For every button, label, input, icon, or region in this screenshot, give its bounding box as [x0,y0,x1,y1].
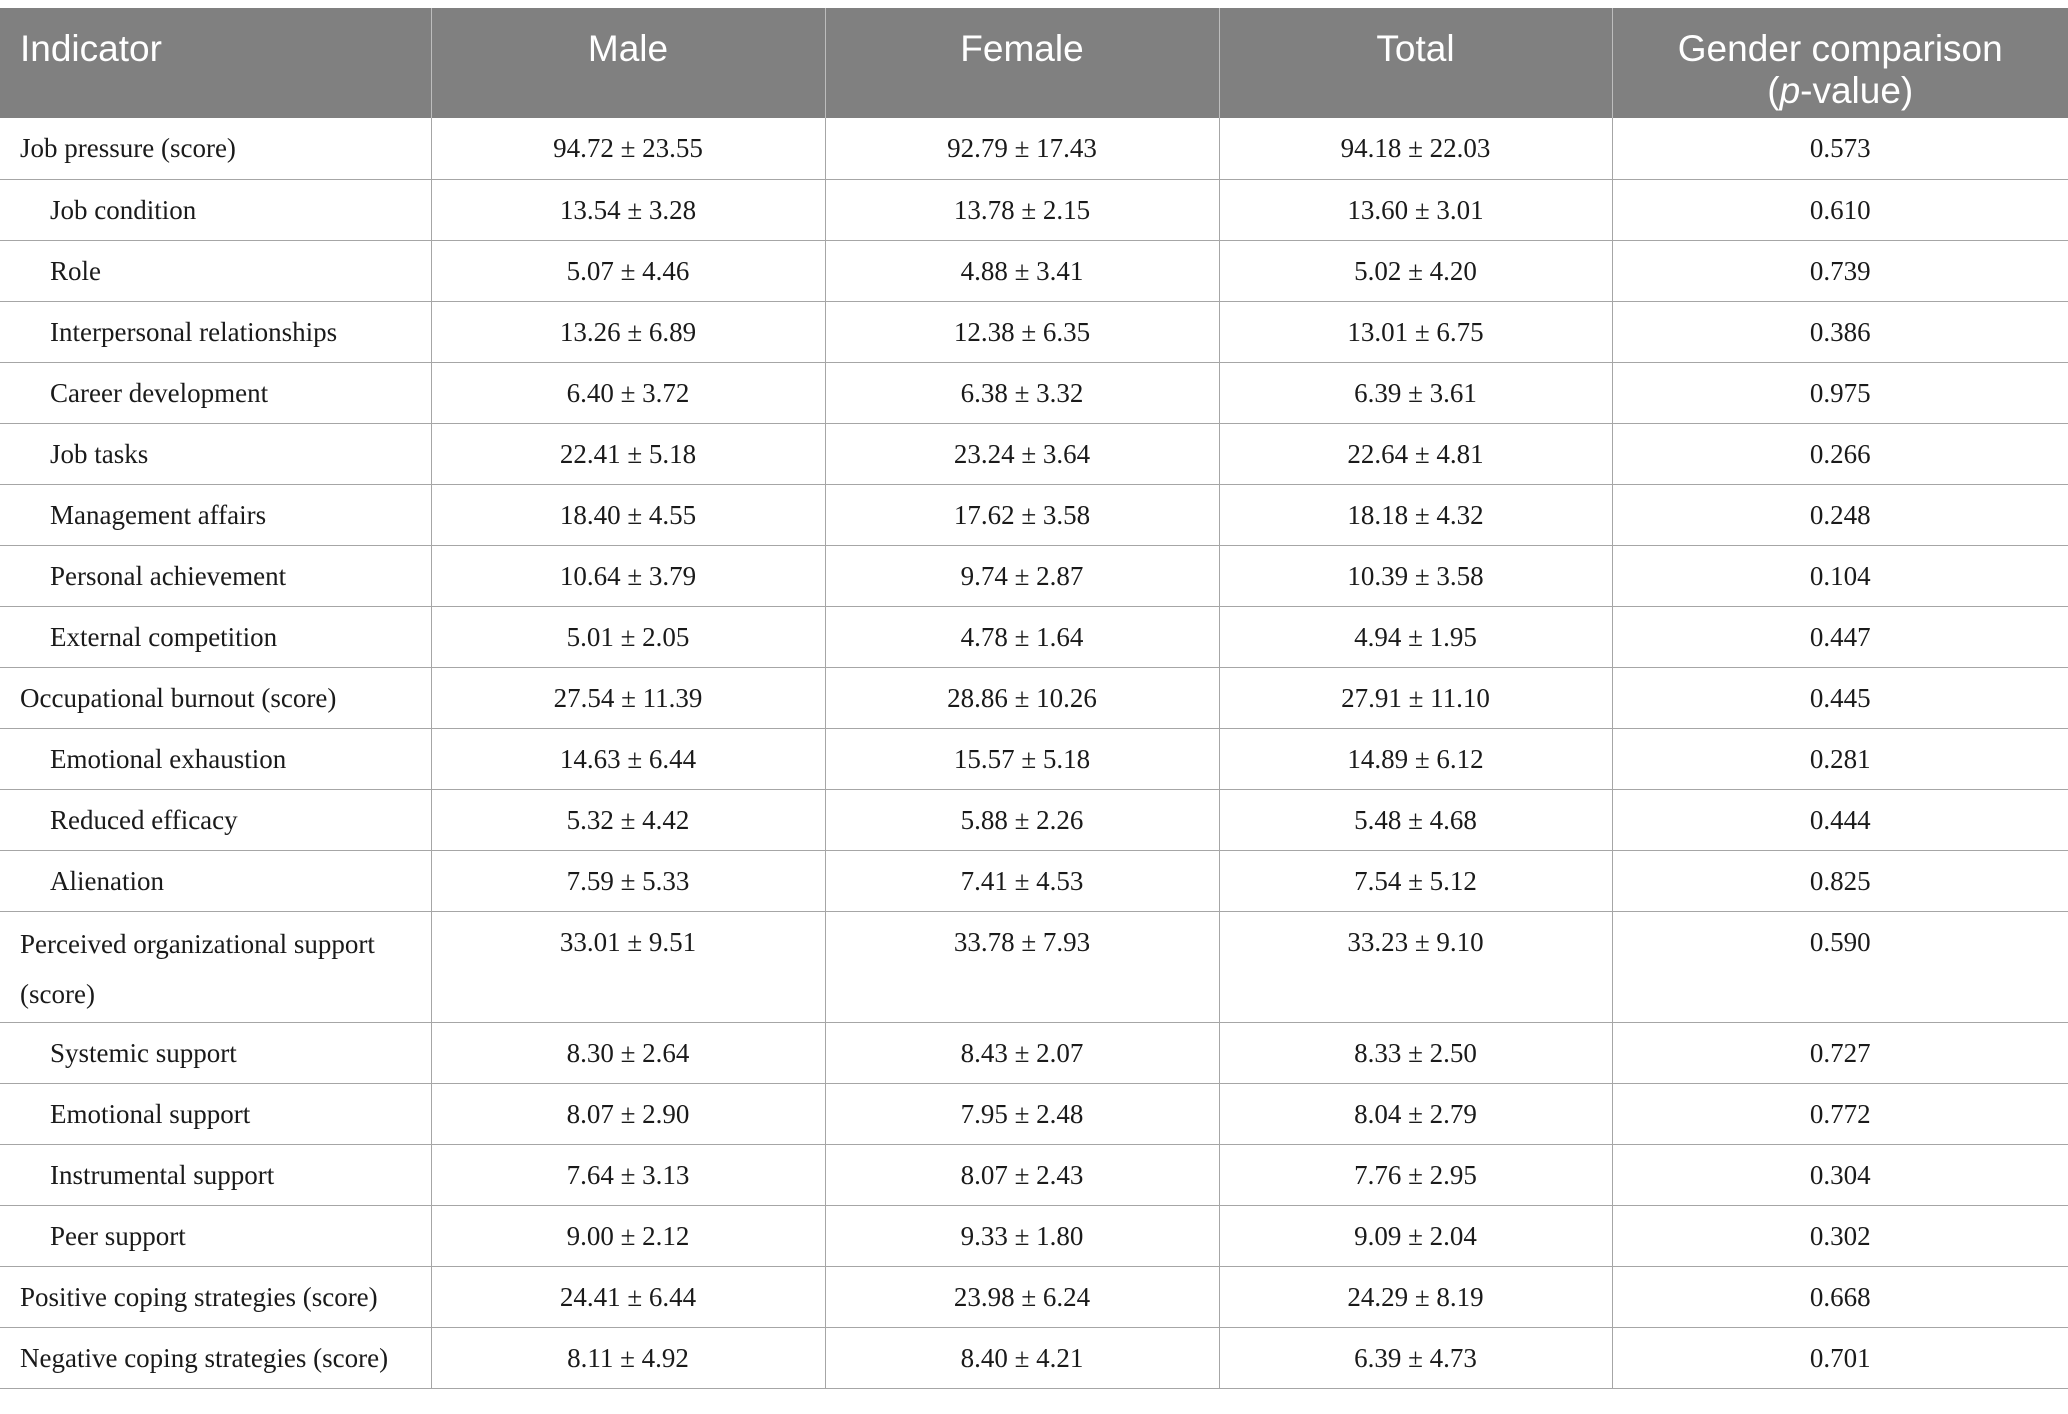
female-cell: 9.33 ± 1.80 [825,1205,1219,1266]
female-cell: 15.57 ± 5.18 [825,728,1219,789]
female-cell: 92.79 ± 17.43 [825,118,1219,179]
table-row [0,1266,2068,1327]
table-row [0,484,2068,545]
total-cell: 24.29 ± 8.19 [1219,1266,1612,1327]
male-cell: 6.40 ± 3.72 [431,362,825,423]
indicator-cell: Perceived organizational support (score) [0,911,431,1022]
female-cell: 13.78 ± 2.15 [825,179,1219,240]
p-value-cell: 0.302 [1612,1205,2068,1266]
male-cell: 8.30 ± 2.64 [431,1022,825,1083]
results-table [0,8,2068,1389]
header-gender-open: ( [1767,70,1780,111]
total-cell: 8.33 ± 2.50 [1219,1022,1612,1083]
male-cell: 13.54 ± 3.28 [431,179,825,240]
total-cell: 27.91 ± 11.10 [1219,667,1612,728]
male-cell: 14.63 ± 6.44 [431,728,825,789]
female-cell: 17.62 ± 3.58 [825,484,1219,545]
male-cell: 10.64 ± 3.79 [431,545,825,606]
p-value-cell: 0.304 [1612,1144,2068,1205]
p-value-cell: 0.590 [1612,911,2068,1022]
male-cell: 27.54 ± 11.39 [431,667,825,728]
male-cell: 5.32 ± 4.42 [431,789,825,850]
indicator-cell: Career development [0,362,431,423]
table-row [0,240,2068,301]
female-cell: 8.40 ± 4.21 [825,1327,1219,1388]
indicator-cell: Emotional support [0,1083,431,1144]
p-value-cell: 0.573 [1612,118,2068,179]
p-value-cell: 0.701 [1612,1327,2068,1388]
table-row [0,850,2068,911]
female-cell: 7.41 ± 4.53 [825,850,1219,911]
female-cell: 8.43 ± 2.07 [825,1022,1219,1083]
female-cell: 7.95 ± 2.48 [825,1083,1219,1144]
p-value-cell: 0.447 [1612,606,2068,667]
indicator-cell: Systemic support [0,1022,431,1083]
total-cell: 5.48 ± 4.68 [1219,789,1612,850]
female-cell: 9.74 ± 2.87 [825,545,1219,606]
p-value-cell: 0.266 [1612,423,2068,484]
total-cell: 18.18 ± 4.32 [1219,484,1612,545]
header-total: Total [1219,8,1612,118]
total-cell: 4.94 ± 1.95 [1219,606,1612,667]
indicator-cell: Negative coping strategies (score) [0,1327,431,1388]
indicator-cell: Management affairs [0,484,431,545]
p-value-cell: 0.386 [1612,301,2068,362]
female-cell: 12.38 ± 6.35 [825,301,1219,362]
table-body [0,118,2068,1388]
table-row [0,1327,2068,1388]
total-cell: 14.89 ± 6.12 [1219,728,1612,789]
female-cell: 5.88 ± 2.26 [825,789,1219,850]
total-cell: 13.01 ± 6.75 [1219,301,1612,362]
total-cell: 33.23 ± 9.10 [1219,911,1612,1022]
table-row [0,1083,2068,1144]
male-cell: 33.01 ± 9.51 [431,911,825,1022]
table-row [0,728,2068,789]
table-row [0,1205,2068,1266]
male-cell: 8.07 ± 2.90 [431,1083,825,1144]
header-gender-close: -value) [1800,70,1914,111]
table-row [0,789,2068,850]
table-row [0,118,2068,179]
indicator-cell: Job condition [0,179,431,240]
p-value-cell: 0.668 [1612,1266,2068,1327]
table-row [0,179,2068,240]
female-cell: 28.86 ± 10.26 [825,667,1219,728]
indicator-cell: Positive coping strategies (score) [0,1266,431,1327]
table-header [0,8,2068,118]
table-row [0,545,2068,606]
total-cell: 7.54 ± 5.12 [1219,850,1612,911]
female-cell: 8.07 ± 2.43 [825,1144,1219,1205]
p-value-cell: 0.772 [1612,1083,2068,1144]
male-cell: 7.59 ± 5.33 [431,850,825,911]
male-cell: 94.72 ± 23.55 [431,118,825,179]
table-row [0,423,2068,484]
female-cell: 4.88 ± 3.41 [825,240,1219,301]
table-row [0,1144,2068,1205]
male-cell: 9.00 ± 2.12 [431,1205,825,1266]
male-cell: 5.01 ± 2.05 [431,606,825,667]
total-cell: 9.09 ± 2.04 [1219,1205,1612,1266]
header-gender-p: p [1779,70,1801,111]
total-cell: 8.04 ± 2.79 [1219,1083,1612,1144]
p-value-cell: 0.281 [1612,728,2068,789]
p-value-cell: 0.445 [1612,667,2068,728]
header-indicator: Indicator [0,8,431,118]
p-value-cell: 0.444 [1612,789,2068,850]
male-cell: 18.40 ± 4.55 [431,484,825,545]
female-cell: 23.24 ± 3.64 [825,423,1219,484]
indicator-cell: Peer support [0,1205,431,1266]
total-cell: 6.39 ± 3.61 [1219,362,1612,423]
header-row [0,8,2068,118]
indicator-cell: Instrumental support [0,1144,431,1205]
table-row [0,911,2068,1022]
male-cell: 5.07 ± 4.46 [431,240,825,301]
indicator-cell: Job pressure (score) [0,118,431,179]
header-gender-line1: Gender comparison [1677,28,2003,69]
header-gender-comparison [1612,8,2068,118]
female-cell: 33.78 ± 7.93 [825,911,1219,1022]
indicator-cell: Interpersonal relationships [0,301,431,362]
indicator-cell: External competition [0,606,431,667]
table-row [0,301,2068,362]
p-value-cell: 0.739 [1612,240,2068,301]
male-cell: 8.11 ± 4.92 [431,1327,825,1388]
p-value-cell: 0.825 [1612,850,2068,911]
p-value-cell: 0.727 [1612,1022,2068,1083]
table-row [0,606,2068,667]
total-cell: 94.18 ± 22.03 [1219,118,1612,179]
header-male: Male [431,8,825,118]
p-value-cell: 0.248 [1612,484,2068,545]
table-row [0,667,2068,728]
indicator-cell: Emotional exhaustion [0,728,431,789]
p-value-cell: 0.104 [1612,545,2068,606]
total-cell: 7.76 ± 2.95 [1219,1144,1612,1205]
total-cell: 10.39 ± 3.58 [1219,545,1612,606]
table-row [0,1022,2068,1083]
female-cell: 6.38 ± 3.32 [825,362,1219,423]
male-cell: 24.41 ± 6.44 [431,1266,825,1327]
female-cell: 4.78 ± 1.64 [825,606,1219,667]
total-cell: 6.39 ± 4.73 [1219,1327,1612,1388]
p-value-cell: 0.610 [1612,179,2068,240]
p-value-cell: 0.975 [1612,362,2068,423]
total-cell: 22.64 ± 4.81 [1219,423,1612,484]
indicator-cell: Job tasks [0,423,431,484]
indicator-cell: Personal achievement [0,545,431,606]
male-cell: 13.26 ± 6.89 [431,301,825,362]
male-cell: 22.41 ± 5.18 [431,423,825,484]
indicator-cell: Role [0,240,431,301]
indicator-cell: Reduced efficacy [0,789,431,850]
female-cell: 23.98 ± 6.24 [825,1266,1219,1327]
indicator-cell: Occupational burnout (score) [0,667,431,728]
total-cell: 13.60 ± 3.01 [1219,179,1612,240]
header-female: Female [825,8,1219,118]
indicator-cell: Alienation [0,850,431,911]
total-cell: 5.02 ± 4.20 [1219,240,1612,301]
table-row [0,362,2068,423]
male-cell: 7.64 ± 3.13 [431,1144,825,1205]
